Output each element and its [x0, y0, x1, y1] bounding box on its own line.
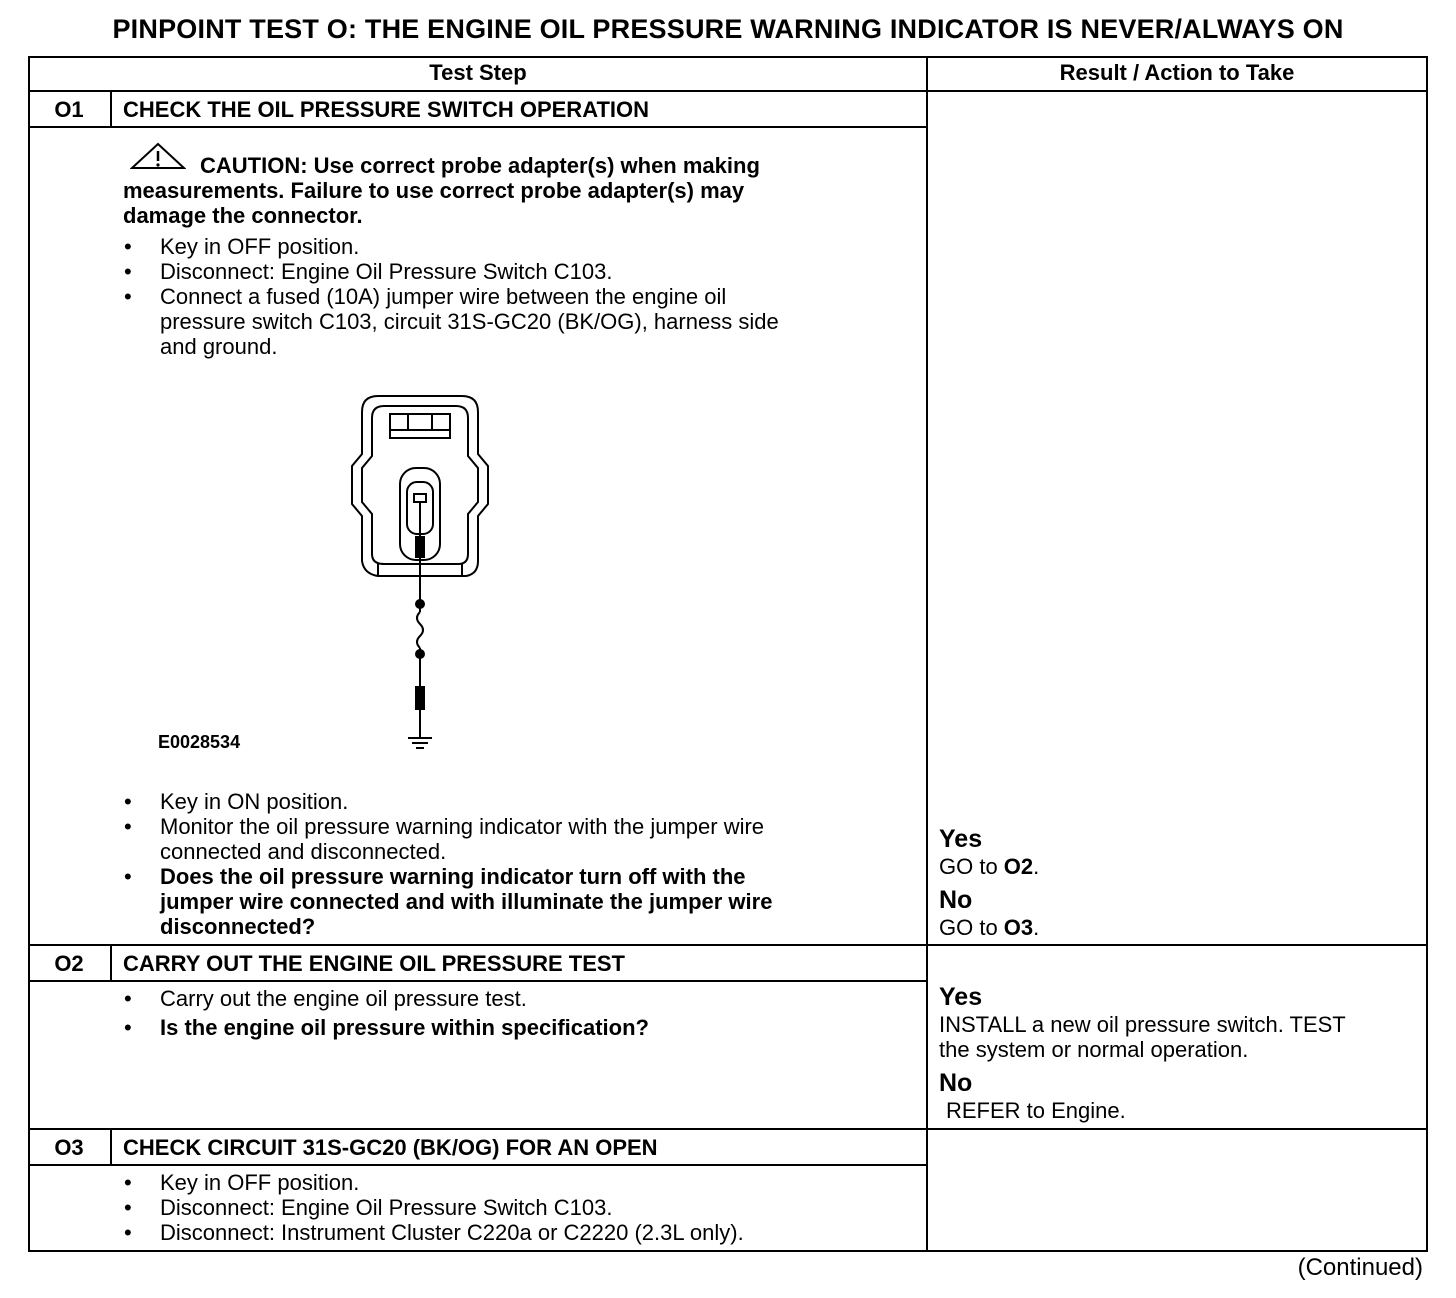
bullet-marker: •: [124, 1220, 132, 1245]
o1-yes-target-link[interactable]: O2: [1003, 854, 1034, 879]
table-border-bottom: [28, 1250, 1428, 1252]
page-title: PINPOINT TEST O: THE ENGINE OIL PRESSURE WARNING INDICATOR IS NEVER/ALWAYS ON: [112, 14, 1344, 44]
o2-id-divider: [110, 944, 112, 982]
o2-heading-underline: [28, 980, 928, 982]
o3-heading: CHECK CIRCUIT 31S-GC20 (BK/OG) FOR AN OPEN: [123, 1135, 658, 1160]
o1-caution-line-2: measurements. Failure to use correct probe adapter(s) may: [123, 178, 745, 203]
bullet-marker: •: [124, 259, 132, 284]
connector-jumper-diagram: [338, 386, 508, 756]
table-border-right: [1426, 56, 1428, 1252]
o1-question-line-2: jumper wire connected and with illuminate the jumper wire: [160, 889, 773, 914]
o1-bullet-key-on: Key in ON position.: [160, 789, 349, 814]
o1-no-target-link[interactable]: O3: [1003, 915, 1034, 940]
o1-yes-action: GO to O2.: [939, 854, 1040, 879]
o2-question: Is the engine oil pressure within specification?: [160, 1015, 649, 1040]
o1-heading: CHECK THE OIL PRESSURE SWITCH OPERATION: [123, 97, 650, 122]
warning-triangle-icon: [130, 142, 186, 170]
o3-bullet-key-off: Key in OFF position.: [160, 1170, 360, 1195]
o2-heading: CARRY OUT THE ENGINE OIL PRESSURE TEST: [123, 951, 625, 976]
bullet-marker: •: [124, 986, 132, 1011]
bullet-marker: •: [124, 1015, 132, 1040]
o2-yes-label: Yes: [939, 983, 983, 1011]
o1-no-action: GO to O3.: [939, 915, 1040, 940]
o3-bullet-disconnect-switch: Disconnect: Engine Oil Pressure Switch C103.: [160, 1195, 613, 1220]
row-separator-o2: [28, 944, 1428, 946]
o1-bullet-key-off: Key in OFF position.: [160, 234, 360, 259]
o1-caution-line-3: damage the connector.: [123, 203, 363, 228]
o2-yes-action-line-1: INSTALL a new oil pressure switch. TEST: [939, 1012, 1346, 1037]
header-test-step: Test Step: [429, 60, 527, 85]
table-border-left: [28, 56, 30, 1252]
o2-no-action: REFER to Engine.: [946, 1098, 1126, 1123]
bullet-marker: •: [124, 814, 132, 839]
header-separator: [28, 90, 1428, 92]
o1-yes-label: Yes: [939, 825, 983, 853]
row-separator-o3: [28, 1128, 1428, 1130]
bullet-marker: •: [124, 1195, 132, 1220]
o1-bullet-monitor-line-2: connected and disconnected.: [160, 839, 447, 864]
o3-id-divider: [110, 1128, 112, 1166]
o1-bullet-connect-line-2: pressure switch C103, circuit 31S-GC20 (BK/OG), harness side: [160, 309, 779, 334]
o1-question-line-1: Does the oil pressure warning indicator turn off with the: [160, 864, 746, 889]
bullet-marker: •: [124, 789, 132, 814]
o2-no-label: No: [939, 1069, 973, 1097]
header-result: Result / Action to Take: [1059, 60, 1295, 85]
o2-yes-action-line-2: the system or normal operation.: [939, 1037, 1249, 1062]
o1-no-label: No: [939, 886, 973, 914]
pinpoint-test-table: [28, 56, 1428, 1252]
o3-id: O3: [54, 1135, 84, 1160]
o1-bullet-disconnect: Disconnect: Engine Oil Pressure Switch C103.: [160, 259, 613, 284]
column-divider: [926, 56, 928, 1252]
continued-label: (Continued): [1297, 1254, 1423, 1281]
o1-id: O1: [54, 97, 84, 122]
bullet-marker: •: [124, 234, 132, 259]
o1-caution-line-1: CAUTION: Use correct probe adapter(s) when making: [200, 153, 760, 178]
o3-heading-underline: [28, 1164, 928, 1166]
o1-bullet-connect-line-3: and ground.: [160, 334, 278, 359]
o1-question-line-3: disconnected?: [160, 914, 316, 939]
o3-bullet-disconnect-cluster: Disconnect: Instrument Cluster C220a or C2220 (2.3L only).: [160, 1220, 744, 1245]
o1-bullet-connect-line-1: Connect a fused (10A) jumper wire between the engine oil: [160, 284, 727, 309]
bullet-marker: •: [124, 864, 132, 889]
o2-bullet-carry-out: Carry out the engine oil pressure test.: [160, 986, 527, 1011]
bullet-marker: •: [124, 1170, 132, 1195]
o1-bullet-monitor-line-1: Monitor the oil pressure warning indicator with the jumper wire: [160, 814, 765, 839]
o1-id-divider: [110, 90, 112, 128]
o1-heading-underline: [28, 126, 928, 128]
bullet-marker: •: [124, 284, 132, 309]
figure-id: E0028534: [158, 732, 241, 752]
table-border-top: [28, 56, 1428, 58]
o2-id: O2: [54, 951, 84, 976]
